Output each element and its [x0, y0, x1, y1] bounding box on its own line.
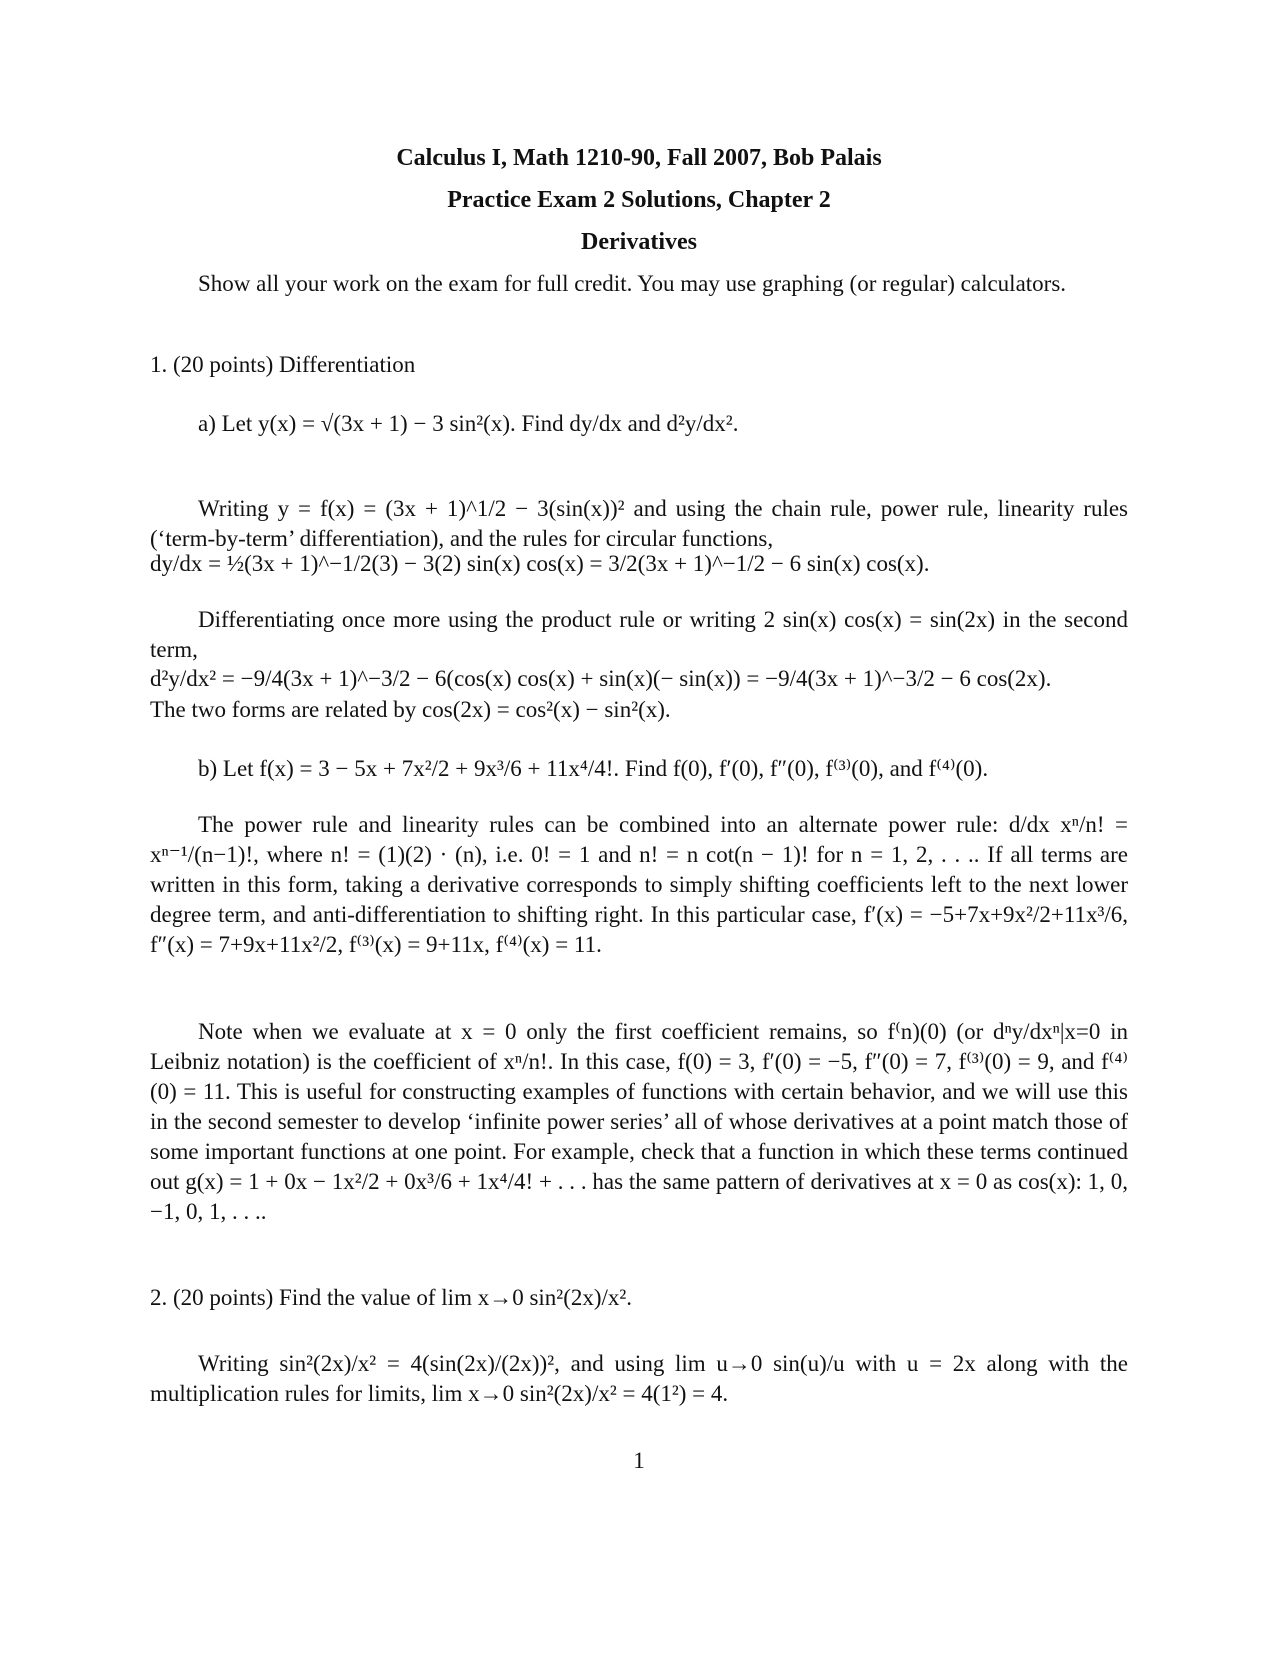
problem-2-heading: 2. (20 points) Find the value of lim x→0 sin²(2x)/x². — [150, 1285, 633, 1310]
problem-1b-prompt: b) Let f(x) = 3 − 5x + 7x²/2 + 9x³/6 + 11x⁴/4!. Find f(0), f′(0), f″(0), f⁽³⁾(0), and f⁽⁴⁾(0). — [198, 756, 989, 781]
problem-1-heading: 1. (20 points) Differentiation — [150, 352, 416, 377]
problem-1a-first-derivative: dy/dx = ½(3x + 1)^−1/2(3) − 3(2) sin(x) cos(x) = 3/2(3x + 1)^−1/2 − 6 sin(x) cos(x). — [150, 551, 930, 576]
problem-1a-solution-text: Writing y = f(x) = (3x + 1)^1/2 − 3(sin(x))² and using the chain rule, power rule, linearity rules (‘term-by-term’ differentiation), and the rules for circular functions, — [150, 496, 1128, 551]
problem-1a-prompt: a) Let y(x) = √(3x + 1) − 3 sin²(x). Find dy/dx and d²y/dx². — [198, 411, 739, 436]
intro-paragraph: Show all your work on the exam for full credit. You may use graphing (or regular) calculators. — [198, 271, 1067, 296]
problem-1a-relation: The two forms are related by cos(2x) = cos²(x) − sin²(x). — [150, 697, 671, 722]
section-title: Derivatives — [581, 229, 697, 255]
problem-1a-second-derivative: d²y/dx² = −9/4(3x + 1)^−3/2 − 6(cos(x) cos(x) + sin(x)(− sin(x)) = −9/4(3x + 1)^−3/2 − 6 cos(2x). — [150, 666, 1052, 691]
document-title: Calculus I, Math 1210-90, Fall 2007, Bob Palais — [396, 145, 882, 171]
page-number: 1 — [633, 1448, 645, 1473]
problem-1a-second-derivative-text: Differentiating once more using the product rule or writing 2 sin(x) cos(x) = sin(2x) in the second term, — [150, 607, 1128, 662]
document-subtitle: Practice Exam 2 Solutions, Chapter 2 — [447, 187, 831, 213]
document-page — [150, 0, 1128, 1656]
problem-1b-solution-text: The power rule and linearity rules can be combined into an alternate power rule: d/dx xⁿ/n! = xⁿ⁻¹/(n−1)!, where n! = (1)(2) · (n), i.e. 0! = 1 and n! = n cot(n − 1)! for n = 1, 2, . . .. If all terms are written in this form, taking a derivative corresponds to simply shifting coefficients left to the next lower degree term, and anti-differentiation to shifting right. In this particular case, f′(x) = −5+7x+9x²/2+11x³/6, f″(x) = 7+9x+11x²/2, f⁽³⁾(x) = 9+11x, f⁽⁴⁾(x) = 11. — [150, 812, 1128, 957]
problem-1b-note-text: Note when we evaluate at x = 0 only the first coefficient remains, so f⁽n)(0) (or dⁿy/dxⁿ|x=0 in Leibniz notation) is the coefficient of xⁿ/n!. In this case, f(0) = 3, f′(0) = −5, f″(0) = 7, f⁽³⁾(0) = 9, and f⁽⁴⁾(0) = 11. This is useful for constructing examples of functions with certain behavior, and we will use this in the second semester to develop ‘infinite power series’ all of whose derivatives at a point match those of some important functions at one point. For example, check that a function in which these terms continued out g(x) = 1 + 0x − 1x²/2 + 0x³/6 + 1x⁴/4! + . . . has the same pattern of derivatives at x = 0 as cos(x): 1, 0, −1, 0, 1, . . .. — [150, 1019, 1128, 1224]
problem-2-solution: Writing sin²(2x)/x² = 4(sin(2x)/(2x))², and using lim u→0 sin(u)/u with u = 2x along with the multiplication rules for limits, lim x→0 sin²(2x)/x² = 4(1²) = 4. — [150, 1351, 1128, 1406]
